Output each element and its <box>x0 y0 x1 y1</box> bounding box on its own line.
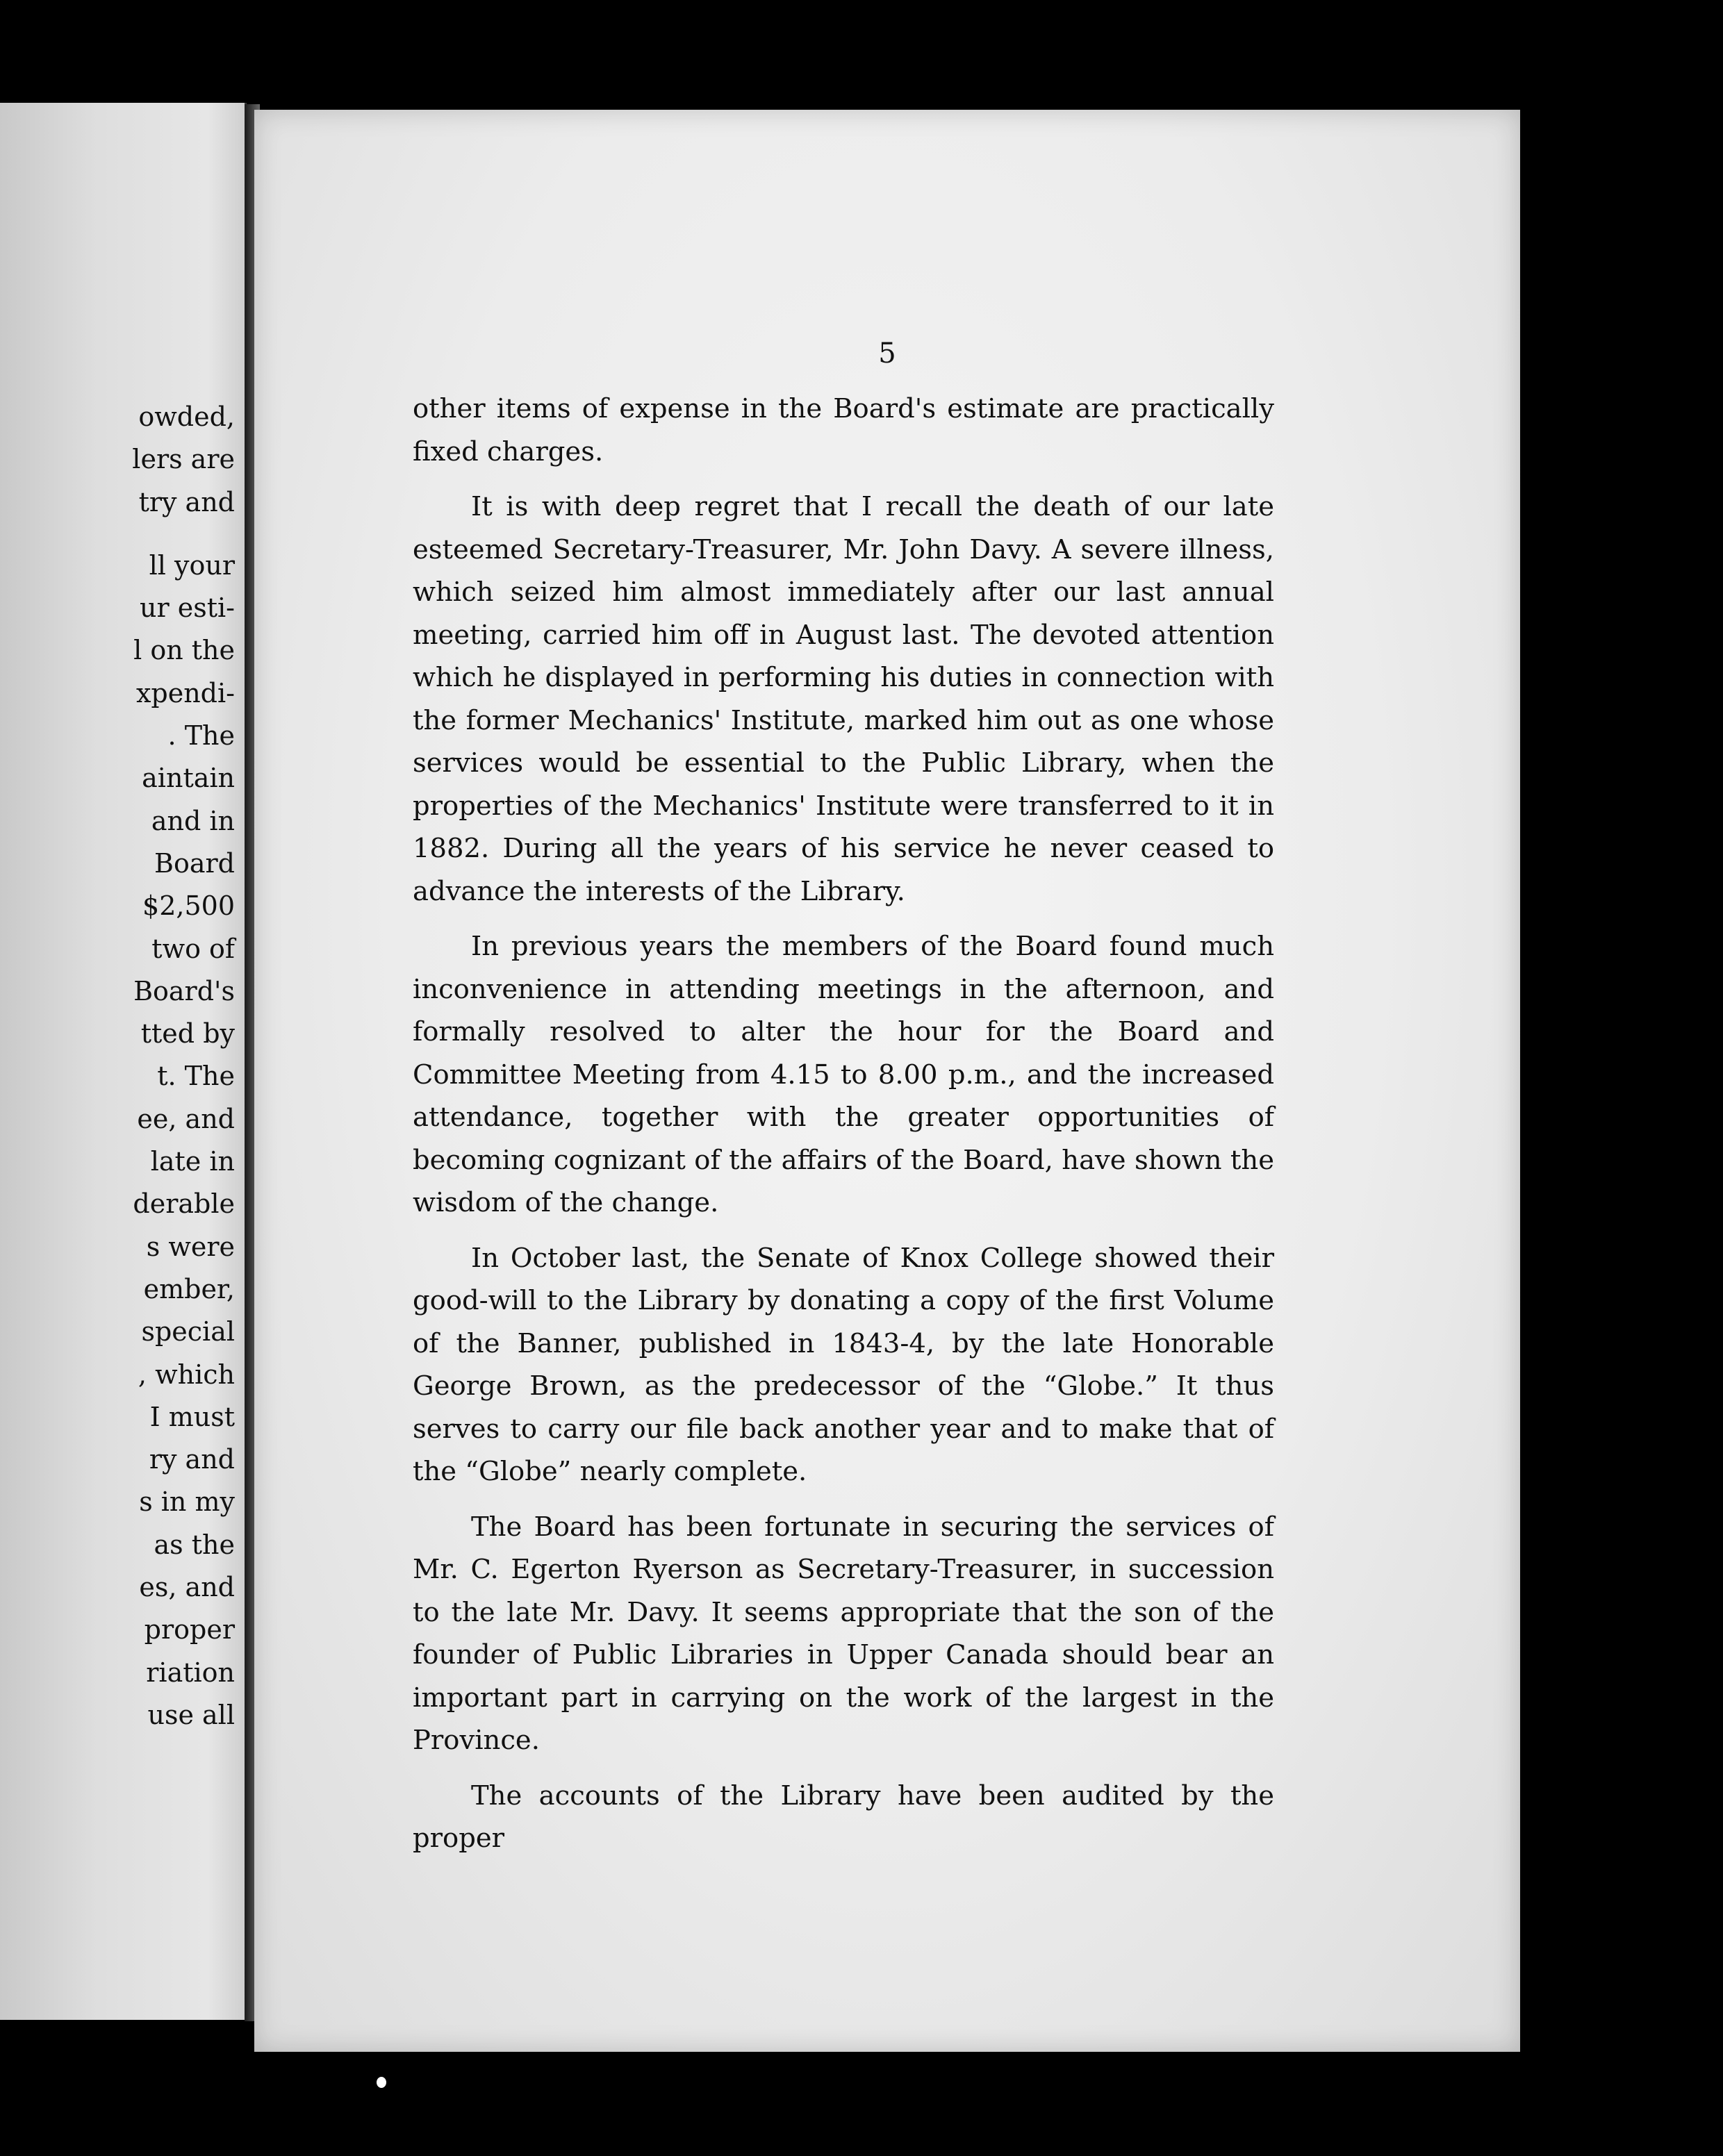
previous-page-line: two of <box>151 933 235 964</box>
page <box>254 110 1520 2052</box>
previous-page-line: s were <box>146 1231 235 1262</box>
previous-page-line: lers are <box>132 444 235 475</box>
previous-page-line: ur esti- <box>140 592 235 624</box>
previous-page-line: proper <box>144 1614 235 1645</box>
previous-page-text <box>0 396 235 1736</box>
previous-page-line: tted by <box>140 1018 235 1050</box>
paragraph: other items of expense in the Board's estimate are practically fixed charges. <box>413 393 1274 467</box>
previous-page-line: t. The <box>157 1061 235 1092</box>
previous-page-line: Board <box>154 847 235 879</box>
page-number: 5 <box>878 338 896 370</box>
previous-page-line: derable <box>133 1188 235 1220</box>
previous-page-line: and in <box>151 805 235 836</box>
previous-page-line: I must <box>149 1401 235 1432</box>
previous-page-line: try and <box>138 486 235 517</box>
previous-page-line: es, and <box>139 1572 235 1603</box>
previous-page-line: use all <box>147 1699 235 1730</box>
paragraph: It is with deep regret that I recall the death of our late esteemed Secretary-Treasurer, Mr. John Davy. A severe illness, which seized him almost immediately after our last annual meeting, carried him off in August last. The devoted attention which he displayed in performing his duties in connection with the former Mechanics' Institute, marked him out as one whose services would be essential to the Public Library, when the properties of the Mechanics' Institute were transferred to it in 1882. During all the years of his service he never ceased to advance the interests of the Library. <box>413 491 1274 907</box>
paragraph: The Board has been fortunate in securing the services of Mr. C. Egerton Ryerson as Secretary-Treasurer, in succession to the late Mr. Davy. It seems appropriate that the son of the founder of Public Libraries in Upper Canada should bear an important part in carrying on the work of the largest in the Province. <box>413 1511 1274 1756</box>
previous-page-line: owded, <box>138 401 235 432</box>
previous-page-line: l on the <box>133 635 235 666</box>
previous-page-line: aintain <box>142 763 235 794</box>
paragraph: In October last, the Senate of Knox College showed their good-will to the Library by donating a copy of the first Volume of the Banner, published in 1843-4, by the late Honorable George Brown, as the predecessor of the “Globe.” It thus serves to carry our file back another year and to make that of the “Globe” nearly complete. <box>413 1242 1274 1487</box>
previous-page-line: ll your <box>149 549 235 581</box>
previous-page-line: $2,500 <box>142 890 235 922</box>
previous-page-line: . The <box>167 720 235 752</box>
previous-page-line: ee, and <box>137 1103 235 1134</box>
previous-page <box>0 103 247 2020</box>
previous-page-line: special <box>141 1316 235 1348</box>
body-text <box>413 388 1274 1873</box>
previous-page-line: late in <box>150 1146 235 1177</box>
previous-page-line <box>0 524 235 545</box>
paragraph: In previous years the members of the Board found much inconvenience in attending meetings in the afternoon, and formally resolved to alter the hour for the Board and Committee Meeting from 4.15 to 8.00 p.m., and the increased attendance, together with the greater opportunities of becoming cognizant of the affairs of the Board, have shown the wisdom of the change. <box>413 931 1274 1218</box>
previous-page-line: ry and <box>149 1444 235 1475</box>
previous-page-line: ember, <box>143 1273 235 1304</box>
previous-page-line: xpendi- <box>135 677 235 708</box>
previous-page-line: as the <box>154 1529 235 1560</box>
previous-page-line: riation <box>146 1657 235 1688</box>
previous-page-line: , which <box>138 1359 235 1390</box>
scan-speck <box>377 2077 386 2088</box>
previous-page-line: s in my <box>139 1486 235 1518</box>
paragraph: The accounts of the Library have been audited by the proper <box>413 1780 1274 1854</box>
previous-page-line: Board's <box>133 975 235 1006</box>
